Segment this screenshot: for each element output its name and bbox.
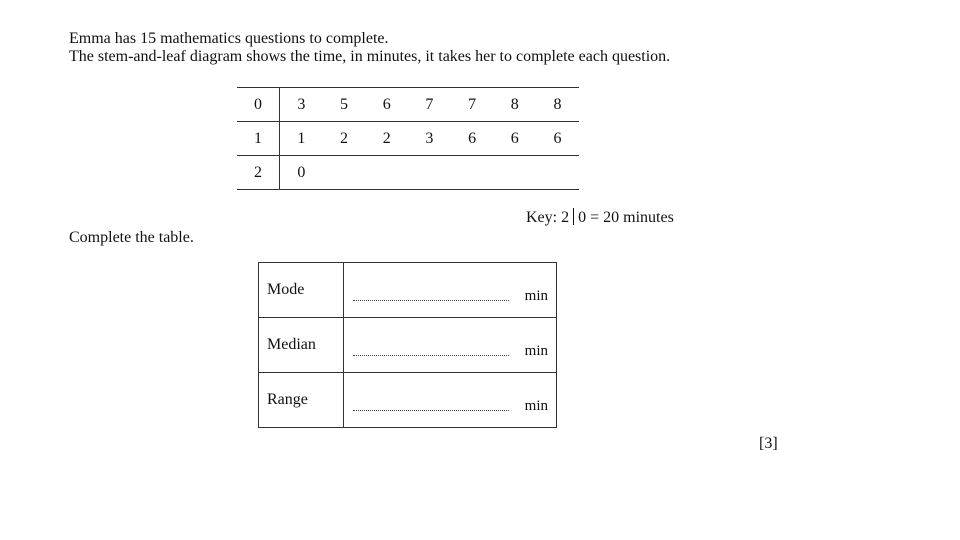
leaf-cell [365, 156, 408, 190]
answer-label: Mode [267, 281, 305, 298]
answer-table [258, 262, 557, 428]
instruction-text: Complete the table. [69, 229, 194, 246]
question-text [69, 30, 670, 66]
leaf-cell: 6 [553, 129, 562, 147]
question-line-2: The stem-and-leaf diagram shows the time, in minutes, it takes her to complete each question. [69, 48, 671, 65]
unit-label: min [524, 343, 548, 359]
leaf-cell [536, 156, 579, 190]
leaf-cell [451, 156, 494, 190]
leaf-cell: 2 [382, 129, 391, 147]
answer-row-mode [259, 263, 557, 318]
unit-label: min [524, 288, 548, 304]
leaf-cell: 6 [510, 129, 519, 147]
key-meaning: = 20 minutes [590, 209, 674, 226]
leaf-cell: 2 [340, 129, 349, 147]
key-stem: 2 [561, 209, 570, 226]
leaf-cell: 6 [382, 95, 391, 113]
stem-cell: 2 [237, 156, 280, 190]
stem-and-leaf-diagram [237, 87, 579, 190]
leaf-cell: 3 [297, 95, 306, 113]
leaf-cell [493, 156, 536, 190]
stem-leaf-row [237, 122, 579, 156]
answer-label: Median [267, 336, 316, 353]
answer-row-range [259, 373, 557, 428]
leaf-cell: 6 [468, 129, 477, 147]
answer-line [353, 355, 509, 356]
leaf-cell: 1 [297, 129, 306, 147]
answer-row-median [259, 318, 557, 373]
leaf-cell: 5 [340, 95, 349, 113]
leaf-cell: 3 [425, 129, 434, 147]
unit-label: min [524, 398, 548, 414]
question-line-1: Emma has 15 mathematics questions to complete. [69, 30, 389, 47]
answer-label-cell [259, 263, 344, 318]
median-answer-field[interactable] [344, 318, 557, 373]
answer-line [353, 410, 509, 411]
key-prefix: Key: [526, 209, 558, 226]
leaf-cell: 8 [510, 95, 519, 113]
marks-label: [3] [759, 435, 778, 452]
answer-label-cell [259, 373, 344, 428]
key-divider [573, 208, 574, 225]
leaf-cell: 8 [553, 95, 562, 113]
stem-leaf-row [237, 156, 579, 190]
leaf-cell [408, 156, 451, 190]
leaf-cell [323, 156, 366, 190]
stem-leaf-row [237, 88, 579, 122]
mode-answer-field[interactable] [344, 263, 557, 318]
answer-line [353, 300, 509, 301]
answer-label: Range [267, 391, 308, 408]
leaf-cell: 7 [468, 95, 477, 113]
answer-label-cell [259, 318, 344, 373]
range-answer-field[interactable] [344, 373, 557, 428]
diagram-key [526, 208, 674, 227]
leaf-cell: 0 [297, 163, 306, 181]
stem-cell: 0 [237, 88, 280, 122]
stem-cell: 1 [237, 122, 280, 156]
leaf-cell: 7 [425, 95, 434, 113]
key-leaf: 0 [578, 209, 587, 226]
